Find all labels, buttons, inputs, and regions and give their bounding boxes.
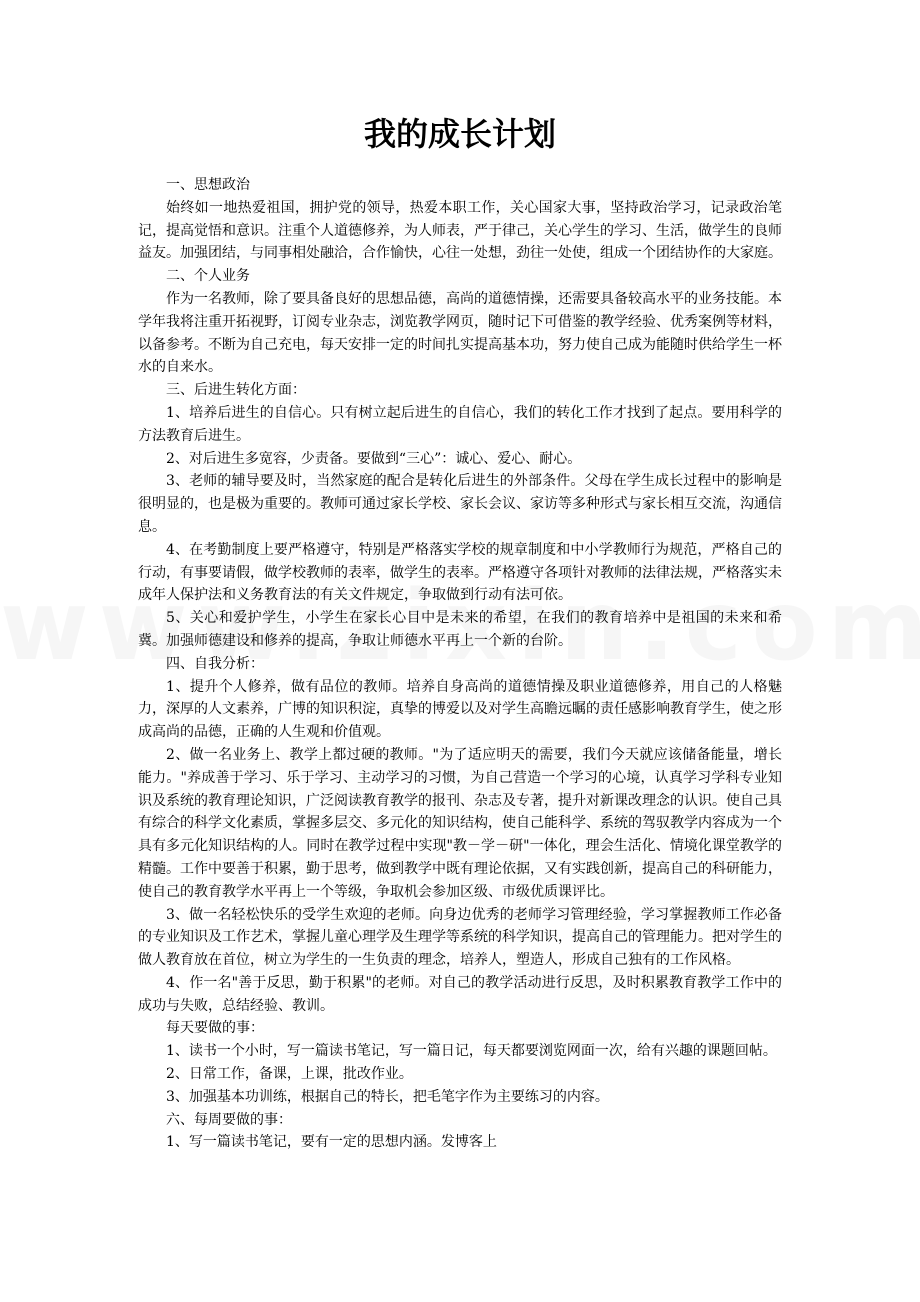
heading-personal-business: 二、个人业务 [166, 268, 250, 285]
list-item: 2、对后进生多宽容，少责备。要做到“三心”：诚心、爱心、耐心。 [166, 450, 582, 467]
list-item: 5、关心和爱护学生，小学生在家长心目中是未来的希望，在我们的教育培养中是祖国的未来和希冀。加强师德建设和修养的提高，争取让师德水平再上一个新的台阶。 [138, 610, 782, 649]
list-item: 1、写一篇读书笔记，要有一定的思想内涵。发博客上 [166, 1134, 497, 1151]
paragraph: 作为一名教师，除了要具备良好的思想品德，高尚的道德情操，还需要具备较高水平的业务技能。本学年我将注重开拓视野，订阅专业杂志，浏览教学网页，随时记下可借鉴的教学经验、优秀案例等材料，以备参考。不断为自己充电，每天安排一定的时间扎实提高基本功，努力使自己成为能随时供给学生一杯水的自来水。 [138, 290, 782, 376]
heading-self-analysis: 四、自我分析： [166, 655, 264, 672]
list-item: 1、读书一个小时，写一篇读书笔记，写一篇日记，每天都要浏览网面一次，给有兴趣的课题回帖。 [166, 1043, 777, 1060]
list-item: 3、加强基本功训练，根据自己的特长，把毛笔字作为主要练习的内容。 [166, 1088, 609, 1105]
heading-political: 一、思想政治 [166, 177, 250, 193]
document-body [138, 174, 782, 1154]
list-item: 1、培养后进生的自信心。只有树立起后进生的自信心，我们的转化工作才找到了起点。要用科学的方法教育后进生。 [138, 404, 782, 444]
heading-underachiever: 三、后进生转化方面： [166, 382, 306, 399]
heading-weekly: 六、每周要做的事： [166, 1111, 292, 1128]
list-item: 1、提升个人修养，做有品位的教师。培养自身高尚的道德情操及职业道德修养，用自己的人格魅力，深厚的人文素养，广博的知识积淀，真挚的博爱以及对学生高瞻远瞩的责任感影响教育学生，使之形成高尚的品德，正确的人生观和价值观。 [138, 678, 782, 741]
list-item: 4、作一名"善于反思，勤于积累"的老师。对自己的教学活动进行反思，及时积累教育教学工作中的成功与失败，总结经验、教训。 [138, 974, 782, 1014]
list-item: 3、老师的辅导要及时，当然家庭的配合是转化后进生的外部条件。父母在学生成长过程中的影响是很明显的，也是极为重要的。教师可通过家长学校、家长会议、家访等多种形式与家长相互交流，沟通信息。 [138, 473, 782, 535]
list-item: 2、做一名业务上、教学上都过硬的教师。"为了适应明天的需要，我们今天就应该储备能量，增长能力。"养成善于学习、乐于学习、主动学习的习惯，为自己营造一个学习的心境，认真学习学科专业知识及系统的教育理论知识，广泛阅读教育教学的报刊、杂志及专著，提升对新课改理念的认识。使自己具有综合的科学文化素质，掌握多层交、多元化的知识结构，使自己能科学、系统的驾驭教学内容成为一个具有多元化知识结构的人。同时在教学过程中实现"教－学－研"一体化，理会生活化、情境化课堂教学的精髓。工作中要善于积累，勤于思考，做到教学中既有理论依据，又有实践创新，提高自己的科研能力，使自己的教育教学水平再上一个等级，争取机会参加区级、市级优质课评比。 [138, 746, 782, 900]
document-title: 我的成长计划 [363, 115, 556, 153]
list-item: 4、在考勤制度上要严格遵守，特别是严格落实学校的规章制度和中小学教师行为规范，严格自己的行动，有事要请假，做学校教师的表率，做学生的表率。严格遵守各项针对教师的法律法规，严格落实未成年人保护法和义务教育法的有关文件规定，争取做到行动有法可依。 [138, 541, 782, 604]
paragraph: 始终如一地热爱祖国，拥护党的领导，热爱本职工作，关心国家大事，坚持政治学习，记录政治笔记，提高觉悟和意识。注重个人道德修养，为人师表，严于律己，关心学生的学习、生活，做学生的良师益友。加强团结，与同事相处融洽，合作愉快，心往一处想，劲往一处使，组成一个团结协作的大家庭。 [138, 199, 782, 262]
list-item: 3、做一名轻松快乐的受学生欢迎的老师。向身边优秀的老师学习管理经验，学习掌握教师工作必备的专业知识及工作艺术，掌握儿童心理学及生理学等系统的科学知识，提高自己的管理能力。把对学生的做人教育放在首位，树立为学生的一生负责的理念，培养人，塑造人，形成自己独有的工作风格。 [138, 906, 782, 969]
list-item: 2、日常工作，备课，上课，批改作业。 [166, 1066, 413, 1083]
heading-daily: 每天要做的事： [166, 1020, 264, 1037]
